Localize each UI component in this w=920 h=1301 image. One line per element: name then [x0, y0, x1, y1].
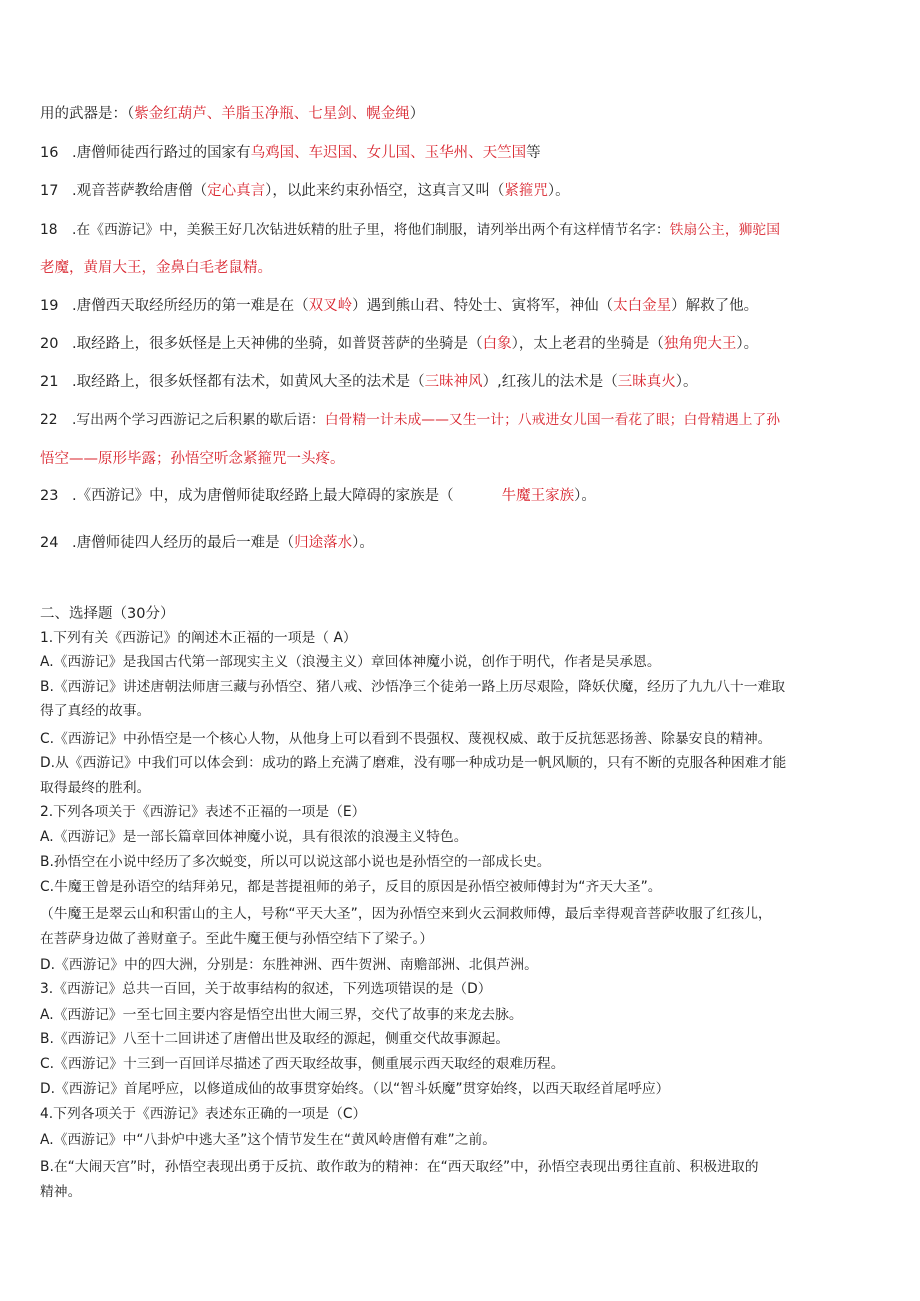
q20-text-2: ），太上老君的坐骑是（: [511, 336, 664, 352]
q17-answer-1: 定心真言: [207, 183, 266, 199]
section2-line: 3.《西游记》总共一百回，关于故事结构的叙述，下列选项错误的是（D）: [40, 981, 492, 997]
q17-text-2: ），以此来约束孙悟空，这真言又叫（: [265, 183, 505, 199]
q20-answer-1: 白象: [482, 336, 512, 352]
section2-line: C.牛魔王曾是孙语空的结拜弟兄，都是菩提祖师的弟子，反目的原因是孙悟空被师傅封为“齐天大圣”。: [40, 879, 662, 895]
section2-line: D.《西游记》中的四大洲，分别是：东胜神洲、西牛贺洲、南赡部洲、北俱芦洲。: [40, 957, 538, 973]
section2-line: D.从《西游记》中我们可以体会到：成功的路上充满了磨难，没有哪一种成功是一帆风顺的，只有不断的克服各种困难才能: [40, 755, 787, 771]
q16-suffix: 等: [526, 145, 541, 161]
q24-text: .唐僧师徒四人经历的最后一难是（: [72, 535, 295, 551]
q16-answer: 乌鸡国、车迟国、女儿国、玉华州、天竺国: [250, 145, 527, 161]
q18-number: 18: [40, 222, 58, 238]
section2-line: A.《西游记》是一部长篇章回体神魔小说，具有很浓的浪漫主义特色。: [40, 829, 468, 845]
q16-number: 16: [40, 145, 59, 161]
q21-text-2: ）,红孩儿的法术是（: [482, 374, 618, 390]
q18-answer-1: 铁扇公主，狮驼国: [669, 222, 781, 238]
q16-text: .唐僧师徒西行路过的国家有: [72, 145, 251, 161]
q21-text-1: .取经路上，很多妖怪都有法术，如黄风大圣的法术是（: [72, 374, 425, 390]
section2-line: C.《西游记》十三到一百回详尽描述了西天取经故事，侧重展示西天取经的艰难历程。: [40, 1056, 565, 1072]
q17-line: [40, 181, 880, 201]
section2-line: B.在“大闹天宫”时，孙悟空表现出勇于反抗、敢作敢为的精神：在“西天取经”中，孙悟空表现出勇往直前、积极进取的: [40, 1159, 759, 1175]
section2-line: 取得最终的胜利。: [40, 780, 151, 796]
section2-line: B.《西游记》讲述唐朝法师唐三藏与孙悟空、猪八戒、沙悟净三个徒弟一路上历尽艰险，降妖伏魔，经历了九九八十一难取: [40, 679, 786, 695]
q18-text: .在《西游记》中，美猴王好几次钻进妖精的肚子里，将他们制服，请列举出两个有这样情节名字：: [72, 222, 670, 238]
section2-line: （牛魔王是翠云山和积雷山的主人，号称“平天大圣”，因为孙悟空来到火云洞救师傅，最后幸得观音菩萨收服了红孩儿，: [40, 906, 772, 922]
section2-line: 4.下列各项关于《西游记》表述东正确的一项是（C）: [40, 1106, 367, 1122]
q18-line-2: [40, 258, 880, 278]
q19-answer-1: 双叉岭: [308, 298, 353, 314]
q20-text-1: .取经路上，很多妖怪是上天神佛的坐骑，如普贤菩萨的坐骑是（: [72, 336, 483, 352]
q15-text: 用的武器是：（: [40, 106, 135, 122]
q15-answer: 紫金红葫芦、羊脂玉净瓶、七星剑、幌金绳: [134, 106, 410, 122]
q17-number: 17: [40, 183, 59, 199]
section2-header: 二、选择题（30分）: [40, 606, 175, 622]
q22-answer-2: 悟空——原形毕露；孙悟空听念紧箍咒一头疼。: [40, 451, 345, 467]
q17-text-1: .观音菩萨教给唐僧（: [72, 183, 208, 199]
section2-line: A.《西游记》是我国古代第一部现实主义（浪漫主义）章回体神魔小说，创作于明代，作者是吴承恩。: [40, 654, 661, 670]
q19-text-1: .唐僧西天取经所经历的第一难是在（: [72, 298, 309, 314]
q17-answer-2: 紧箍咒: [504, 183, 548, 199]
q19-text-2: ）遇到熊山君、特处士、寅将军，神仙（: [352, 298, 614, 314]
q19-number: 19: [40, 298, 59, 314]
section2-line: 1.下列有关《西游记》的阐述木正福的一项是（ A）: [40, 630, 357, 646]
section2-line: A.《西游记》一至七回主要内容是悟空出世大闹三界，交代了故事的来龙去脉。: [40, 1007, 523, 1023]
q22-answer-1: 白骨精一计未成——又生一计；八戒进女儿国一看花了眼；白骨精遇上了孙: [324, 412, 781, 428]
q19-line: [40, 296, 880, 316]
q23-text: .《西游记》中，成为唐僧师徒取经路上最大障碍的家族是（: [72, 488, 454, 504]
q15-line: [40, 104, 880, 124]
q24-number: 24: [40, 535, 59, 551]
q23-suffix: ）。: [574, 488, 596, 504]
q22-line-1: [40, 410, 880, 430]
q21-answer-1: 三昧神风: [424, 374, 483, 390]
q21-answer-2: 三昧真火: [617, 374, 676, 390]
q22-text: .写出两个学习西游记之后积累的歇后语：: [72, 412, 325, 428]
section2-line: 2.下列各项关于《西游记》表述不正福的一项是（E）: [40, 804, 366, 820]
section2-line: 在菩萨身边做了善财童子。至此牛魔王便与孙悟空结下了梁子。）: [40, 931, 434, 947]
section2-line: 精神。: [40, 1184, 82, 1200]
q24-answer: 归途落水: [294, 535, 353, 551]
q18-answer-2: 老魔，黄眉大王，金鼻白毛老鼠精。: [40, 260, 272, 276]
section2-line: B.《西游记》八至十二回讲述了唐僧出世及取经的源起，侧重交代故事源起。: [40, 1031, 510, 1047]
q20-answer-2: 独角兜大王: [663, 336, 737, 352]
q17-text-3: ）。: [547, 183, 570, 199]
q21-text-3: ）。: [675, 374, 698, 390]
q20-text-3: ）。: [736, 336, 759, 352]
q22-number: 22: [40, 412, 58, 428]
q15-suffix: ）: [409, 106, 425, 122]
q19-text-3: ）解救了他。: [671, 298, 759, 314]
section2-line: B.孙悟空在小说中经历了多次蜕变，所以可以说这部小说也是孙悟空的一部成长史。: [40, 854, 551, 870]
q23-number: 23: [40, 488, 59, 504]
q24-suffix: ）。: [352, 535, 374, 551]
q22-line-2: [40, 449, 880, 469]
section2-line: D.《西游记》首尾呼应，以修道成仙的故事贯穿始终。（以“智斗妖魔”贯穿始终，以西天取经首尾呼应）: [40, 1081, 670, 1097]
section2-line: A.《西游记》中“八卦炉中逃大圣”这个情节发生在“黄风岭唐僧有难”之前。: [40, 1132, 497, 1148]
q21-line: [40, 372, 880, 392]
q23-answer: 牛魔王家族: [501, 488, 575, 504]
section2-line: 得了真经的故事。: [40, 703, 151, 719]
section2-line: C.《西游记》中孙悟空是一个核心人物，从他身上可以看到不畏强权、蔑视权威、敢于反抗惩恶扬善、除暴安良的精神。: [40, 731, 772, 747]
q20-number: 20: [40, 336, 59, 352]
q16-line: [40, 143, 880, 163]
q19-answer-2: 太白金星: [613, 298, 672, 314]
q20-line: [40, 334, 880, 354]
q21-number: 21: [40, 374, 59, 390]
q24-line: [40, 533, 880, 553]
q18-line-1: [40, 220, 880, 240]
q23-line: [40, 486, 880, 506]
